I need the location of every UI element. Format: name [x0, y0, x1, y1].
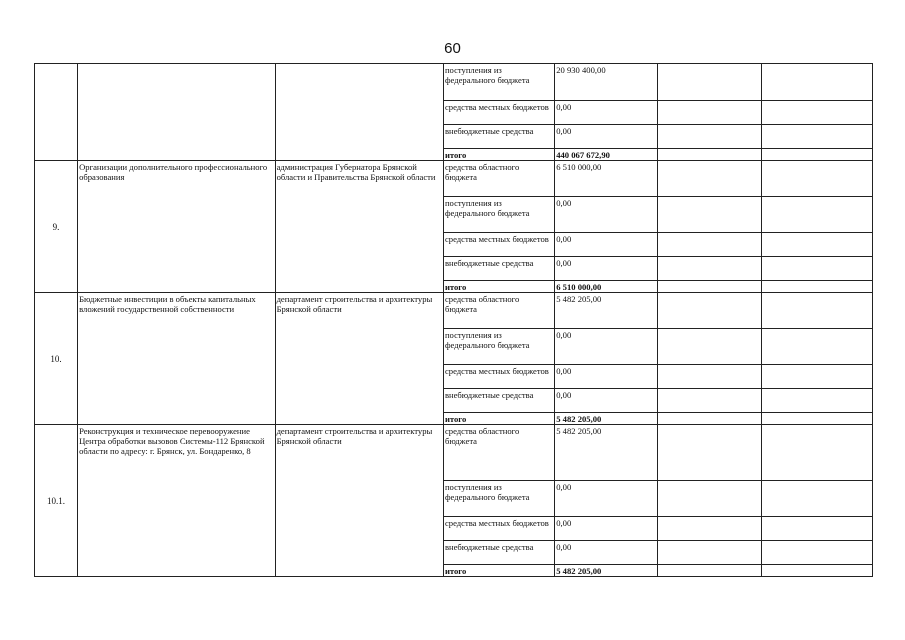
- empty-cell: [658, 293, 761, 329]
- item-executor: департамент строительства и архитектуры Брянской области: [275, 425, 443, 577]
- empty-cell: [658, 365, 761, 389]
- empty-cell: [658, 161, 761, 197]
- empty-cell: [761, 541, 872, 565]
- funding-source: внебюджетные средства: [443, 257, 554, 281]
- funding-amount: 0,00: [555, 257, 658, 281]
- total-label: итого: [443, 149, 554, 161]
- empty-cell: [658, 481, 761, 517]
- empty-cell: [761, 149, 872, 161]
- item-number: 10.: [35, 293, 78, 425]
- empty-cell: [658, 281, 761, 293]
- funding-amount: 0,00: [555, 389, 658, 413]
- funding-source: средства местных бюджетов: [443, 517, 554, 541]
- funding-amount: 20 930 400,00: [555, 64, 658, 101]
- empty-cell: [761, 481, 872, 517]
- empty-cell: [658, 64, 761, 101]
- funding-amount: 0,00: [555, 233, 658, 257]
- funding-source: средства местных бюджетов: [443, 101, 554, 125]
- funding-amount: 0,00: [555, 541, 658, 565]
- table-row: [35, 293, 873, 329]
- empty-cell: [761, 565, 872, 577]
- funding-amount: 0,00: [555, 329, 658, 365]
- item-executor: [275, 64, 443, 161]
- item-executor: департамент строительства и архитектуры Брянской области: [275, 293, 443, 425]
- item-executor: администрация Губернатора Брянской области и Правительства Брянской области: [275, 161, 443, 293]
- empty-cell: [761, 233, 872, 257]
- funding-source: средства местных бюджетов: [443, 365, 554, 389]
- empty-cell: [658, 149, 761, 161]
- funding-source: поступления из федерального бюджета: [443, 64, 554, 101]
- empty-cell: [761, 329, 872, 365]
- empty-cell: [658, 425, 761, 481]
- funding-source: поступления из федерального бюджета: [443, 329, 554, 365]
- funding-amount: 0,00: [555, 365, 658, 389]
- empty-cell: [658, 389, 761, 413]
- item-name: [78, 64, 275, 161]
- total-amount: 6 510 000,00: [555, 281, 658, 293]
- funding-amount: 0,00: [555, 125, 658, 149]
- empty-cell: [658, 565, 761, 577]
- budget-table: [34, 63, 873, 577]
- total-label: итого: [443, 565, 554, 577]
- funding-amount: 0,00: [555, 481, 658, 517]
- item-number: [35, 64, 78, 161]
- empty-cell: [761, 365, 872, 389]
- empty-cell: [658, 233, 761, 257]
- funding-amount: 0,00: [555, 517, 658, 541]
- empty-cell: [761, 281, 872, 293]
- funding-amount: 5 482 205,00: [555, 293, 658, 329]
- funding-source: поступления из федерального бюджета: [443, 481, 554, 517]
- empty-cell: [761, 517, 872, 541]
- empty-cell: [658, 517, 761, 541]
- empty-cell: [761, 125, 872, 149]
- empty-cell: [658, 329, 761, 365]
- funding-source: поступления из федерального бюджета: [443, 197, 554, 233]
- empty-cell: [761, 64, 872, 101]
- funding-amount: 0,00: [555, 101, 658, 125]
- funding-source: внебюджетные средства: [443, 389, 554, 413]
- table-row: [35, 64, 873, 101]
- empty-cell: [658, 125, 761, 149]
- funding-amount: 5 482 205,00: [555, 425, 658, 481]
- empty-cell: [761, 257, 872, 281]
- empty-cell: [658, 413, 761, 425]
- total-label: итого: [443, 281, 554, 293]
- table-row: [35, 425, 873, 481]
- item-number: 10.1.: [35, 425, 78, 577]
- funding-source: внебюджетные средства: [443, 125, 554, 149]
- empty-cell: [658, 197, 761, 233]
- table-row: [35, 161, 873, 197]
- total-amount: 440 067 672,90: [555, 149, 658, 161]
- total-amount: 5 482 205,00: [555, 565, 658, 577]
- total-amount: 5 482 205,00: [555, 413, 658, 425]
- empty-cell: [761, 413, 872, 425]
- funding-source: средства областного бюджета: [443, 161, 554, 197]
- funding-source: средства областного бюджета: [443, 293, 554, 329]
- item-name: Реконструкция и техническое перевооружение Центра обработки вызовов Системы-112 Брянской области по адресу: г. Брянск, ул. Бондаренко, 8: [78, 425, 275, 577]
- empty-cell: [658, 541, 761, 565]
- funding-source: средства областного бюджета: [443, 425, 554, 481]
- total-label: итого: [443, 413, 554, 425]
- item-number: 9.: [35, 161, 78, 293]
- empty-cell: [761, 293, 872, 329]
- empty-cell: [761, 389, 872, 413]
- empty-cell: [761, 101, 872, 125]
- empty-cell: [658, 257, 761, 281]
- item-name: Бюджетные инвестиции в объекты капитальных вложений государственной собственности: [78, 293, 275, 425]
- funding-source: средства местных бюджетов: [443, 233, 554, 257]
- empty-cell: [658, 101, 761, 125]
- empty-cell: [761, 161, 872, 197]
- empty-cell: [761, 197, 872, 233]
- item-name: Организации дополнительного профессионального образования: [78, 161, 275, 293]
- funding-source: внебюджетные средства: [443, 541, 554, 565]
- funding-amount: 6 510 000,00: [555, 161, 658, 197]
- empty-cell: [761, 425, 872, 481]
- funding-amount: 0,00: [555, 197, 658, 233]
- page-number: 60: [444, 40, 461, 57]
